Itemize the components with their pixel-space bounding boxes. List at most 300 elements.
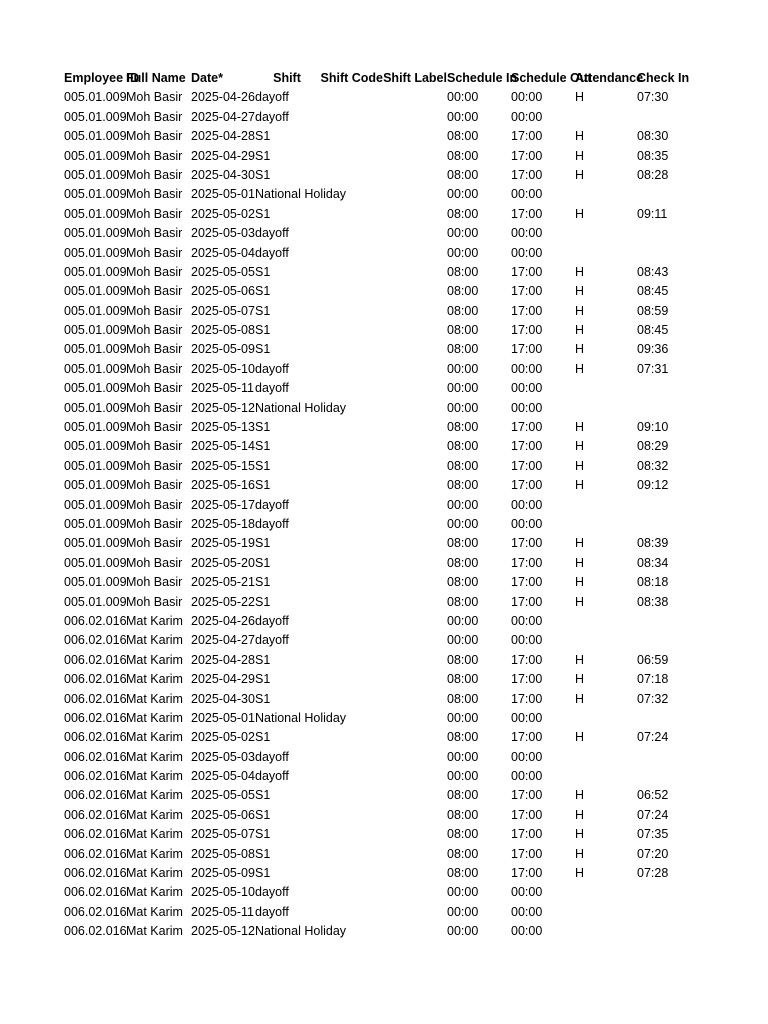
- cell-schedule-in[interactable]: 08:00: [447, 478, 479, 493]
- cell-schedule-in[interactable]: 08:00: [447, 730, 479, 745]
- cell-employee-id[interactable]: 005.01.009: [64, 109, 127, 124]
- cell-date[interactable]: 2025-05-18: [191, 516, 255, 531]
- cell-date[interactable]: 2025-05-01: [191, 710, 255, 725]
- cell-full-name[interactable]: Mat Karim: [126, 613, 183, 628]
- cell-full-name[interactable]: Mat Karim: [126, 672, 183, 687]
- cell-shift[interactable]: S1: [255, 807, 271, 822]
- cell-date[interactable]: 2025-05-09: [191, 342, 255, 357]
- cell-shift[interactable]: S1: [255, 439, 271, 454]
- cell-schedule-in[interactable]: 08:00: [447, 148, 479, 163]
- cell-full-name[interactable]: Moh Basir: [126, 129, 183, 144]
- cell-employee-id[interactable]: 005.01.009: [64, 439, 127, 454]
- cell-shift[interactable]: dayoff: [255, 381, 289, 396]
- cell-employee-id[interactable]: 006.02.016: [64, 633, 127, 648]
- cell-shift[interactable]: S1: [255, 536, 271, 551]
- cell-date[interactable]: 2025-05-02: [191, 730, 255, 745]
- cell-attendance[interactable]: H: [575, 264, 585, 279]
- cell-attendance[interactable]: H: [575, 555, 585, 570]
- cell-check-in[interactable]: 07:31: [637, 361, 669, 376]
- cell-shift[interactable]: dayoff: [255, 769, 289, 784]
- cell-employee-id[interactable]: 006.02.016: [64, 846, 127, 861]
- cell-full-name[interactable]: Mat Karim: [126, 633, 183, 648]
- cell-schedule-in[interactable]: 00:00: [447, 361, 479, 376]
- cell-attendance[interactable]: H: [575, 167, 585, 182]
- cell-employee-id[interactable]: 005.01.009: [64, 575, 127, 590]
- cell-check-in[interactable]: 08:45: [637, 284, 669, 299]
- cell-check-in[interactable]: 08:38: [637, 594, 669, 609]
- cell-date[interactable]: 2025-05-15: [191, 458, 255, 473]
- cell-full-name[interactable]: Moh Basir: [126, 458, 183, 473]
- cell-date[interactable]: 2025-05-07: [191, 303, 255, 318]
- cell-schedule-in[interactable]: 00:00: [447, 187, 479, 202]
- cell-schedule-in[interactable]: 08:00: [447, 420, 479, 435]
- cell-full-name[interactable]: Mat Karim: [126, 885, 183, 900]
- cell-employee-id[interactable]: 006.02.016: [64, 691, 127, 706]
- cell-employee-id[interactable]: 005.01.009: [64, 187, 127, 202]
- cell-shift[interactable]: S1: [255, 148, 271, 163]
- cell-employee-id[interactable]: 005.01.009: [64, 148, 127, 163]
- cell-schedule-in[interactable]: 00:00: [447, 904, 479, 919]
- cell-schedule-out[interactable]: 00:00: [511, 885, 543, 900]
- cell-date[interactable]: 2025-05-11: [191, 904, 255, 919]
- cell-schedule-out[interactable]: 00:00: [511, 633, 543, 648]
- cell-schedule-out[interactable]: 17:00: [511, 303, 543, 318]
- cell-employee-id[interactable]: 005.01.009: [64, 420, 127, 435]
- cell-check-in[interactable]: 07:35: [637, 827, 669, 842]
- cell-employee-id[interactable]: 005.01.009: [64, 381, 127, 396]
- cell-employee-id[interactable]: 005.01.009: [64, 303, 127, 318]
- cell-shift[interactable]: dayoff: [255, 613, 289, 628]
- cell-schedule-in[interactable]: 00:00: [447, 885, 479, 900]
- cell-schedule-out[interactable]: 00:00: [511, 400, 543, 415]
- cell-schedule-out[interactable]: 17:00: [511, 555, 543, 570]
- cell-date[interactable]: 2025-04-28: [191, 652, 255, 667]
- cell-schedule-in[interactable]: 08:00: [447, 303, 479, 318]
- cell-attendance[interactable]: H: [575, 148, 585, 163]
- cell-attendance[interactable]: H: [575, 90, 585, 105]
- cell-full-name[interactable]: Moh Basir: [126, 264, 183, 279]
- cell-schedule-out[interactable]: 00:00: [511, 710, 543, 725]
- cell-attendance[interactable]: H: [575, 536, 585, 551]
- header-shift[interactable]: Shift: [273, 71, 301, 85]
- cell-date[interactable]: 2025-04-27: [191, 109, 255, 124]
- cell-schedule-in[interactable]: 08:00: [447, 691, 479, 706]
- cell-attendance[interactable]: H: [575, 866, 585, 881]
- cell-shift[interactable]: S1: [255, 575, 271, 590]
- cell-schedule-out[interactable]: 00:00: [511, 187, 543, 202]
- cell-check-in[interactable]: 07:30: [637, 90, 669, 105]
- cell-shift[interactable]: National Holiday: [255, 710, 347, 725]
- cell-date[interactable]: 2025-05-01: [191, 187, 255, 202]
- cell-schedule-in[interactable]: 00:00: [447, 245, 479, 260]
- cell-schedule-in[interactable]: 00:00: [447, 633, 479, 648]
- cell-date[interactable]: 2025-05-22: [191, 594, 255, 609]
- cell-schedule-in[interactable]: 00:00: [447, 710, 479, 725]
- cell-employee-id[interactable]: 006.02.016: [64, 613, 127, 628]
- header-employee-id[interactable]: Employee ID: [64, 71, 140, 85]
- cell-schedule-out[interactable]: 00:00: [511, 769, 543, 784]
- cell-employee-id[interactable]: 005.01.009: [64, 245, 127, 260]
- cell-schedule-out[interactable]: 00:00: [511, 613, 543, 628]
- cell-full-name[interactable]: Mat Karim: [126, 710, 183, 725]
- cell-attendance[interactable]: H: [575, 342, 585, 357]
- cell-check-in[interactable]: 09:12: [637, 478, 669, 493]
- cell-schedule-in[interactable]: 08:00: [447, 846, 479, 861]
- cell-schedule-out[interactable]: 00:00: [511, 516, 543, 531]
- cell-check-in[interactable]: 07:24: [637, 730, 669, 745]
- cell-check-in[interactable]: 09:11: [637, 206, 668, 221]
- cell-schedule-in[interactable]: 08:00: [447, 652, 479, 667]
- cell-schedule-out[interactable]: 17:00: [511, 129, 543, 144]
- cell-employee-id[interactable]: 006.02.016: [64, 749, 127, 764]
- cell-date[interactable]: 2025-04-30: [191, 167, 255, 182]
- cell-date[interactable]: 2025-05-03: [191, 749, 255, 764]
- cell-shift[interactable]: dayoff: [255, 885, 289, 900]
- cell-employee-id[interactable]: 006.02.016: [64, 788, 127, 803]
- cell-check-in[interactable]: 08:59: [637, 303, 669, 318]
- cell-employee-id[interactable]: 006.02.016: [64, 730, 127, 745]
- cell-schedule-in[interactable]: 00:00: [447, 497, 479, 512]
- cell-shift[interactable]: dayoff: [255, 361, 289, 376]
- cell-schedule-out[interactable]: 00:00: [511, 497, 543, 512]
- cell-schedule-in[interactable]: 08:00: [447, 439, 479, 454]
- cell-schedule-in[interactable]: 00:00: [447, 769, 479, 784]
- cell-shift[interactable]: S1: [255, 129, 271, 144]
- cell-schedule-out[interactable]: 17:00: [511, 672, 543, 687]
- cell-date[interactable]: 2025-04-26: [191, 613, 255, 628]
- cell-attendance[interactable]: H: [575, 788, 585, 803]
- cell-employee-id[interactable]: 005.01.009: [64, 226, 127, 241]
- cell-full-name[interactable]: Mat Karim: [126, 866, 183, 881]
- cell-schedule-in[interactable]: 08:00: [447, 575, 479, 590]
- cell-shift[interactable]: S1: [255, 342, 271, 357]
- cell-shift[interactable]: dayoff: [255, 904, 289, 919]
- cell-employee-id[interactable]: 005.01.009: [64, 555, 127, 570]
- cell-check-in[interactable]: 06:59: [637, 652, 669, 667]
- cell-schedule-out[interactable]: 00:00: [511, 245, 543, 260]
- cell-date[interactable]: 2025-04-29: [191, 672, 255, 687]
- cell-full-name[interactable]: Moh Basir: [126, 226, 183, 241]
- cell-attendance[interactable]: H: [575, 303, 585, 318]
- cell-date[interactable]: 2025-05-04: [191, 769, 255, 784]
- cell-full-name[interactable]: Moh Basir: [126, 90, 183, 105]
- cell-date[interactable]: 2025-05-06: [191, 284, 255, 299]
- cell-employee-id[interactable]: 005.01.009: [64, 206, 127, 221]
- cell-schedule-in[interactable]: 00:00: [447, 613, 479, 628]
- cell-attendance[interactable]: H: [575, 730, 585, 745]
- cell-schedule-out[interactable]: 17:00: [511, 284, 543, 299]
- cell-date[interactable]: 2025-05-08: [191, 846, 255, 861]
- cell-date[interactable]: 2025-05-17: [191, 497, 255, 512]
- cell-shift[interactable]: dayoff: [255, 749, 289, 764]
- cell-shift[interactable]: S1: [255, 478, 271, 493]
- cell-schedule-in[interactable]: 08:00: [447, 866, 479, 881]
- cell-full-name[interactable]: Moh Basir: [126, 361, 183, 376]
- cell-employee-id[interactable]: 006.02.016: [64, 769, 127, 784]
- cell-shift[interactable]: S1: [255, 323, 271, 338]
- cell-employee-id[interactable]: 006.02.016: [64, 672, 127, 687]
- cell-employee-id[interactable]: 006.02.016: [64, 807, 127, 822]
- cell-schedule-out[interactable]: 17:00: [511, 264, 543, 279]
- cell-attendance[interactable]: H: [575, 361, 585, 376]
- cell-attendance[interactable]: H: [575, 129, 585, 144]
- cell-attendance[interactable]: H: [575, 594, 585, 609]
- cell-full-name[interactable]: Moh Basir: [126, 420, 183, 435]
- cell-date[interactable]: 2025-05-14: [191, 439, 255, 454]
- cell-date[interactable]: 2025-04-29: [191, 148, 255, 163]
- cell-attendance[interactable]: H: [575, 827, 585, 842]
- header-date[interactable]: Date*: [191, 71, 223, 85]
- cell-schedule-out[interactable]: 17:00: [511, 866, 543, 881]
- cell-schedule-out[interactable]: 00:00: [511, 226, 543, 241]
- cell-schedule-in[interactable]: 08:00: [447, 167, 479, 182]
- cell-schedule-out[interactable]: 17:00: [511, 730, 543, 745]
- cell-shift[interactable]: S1: [255, 303, 271, 318]
- cell-employee-id[interactable]: 005.01.009: [64, 167, 127, 182]
- cell-date[interactable]: 2025-05-05: [191, 788, 255, 803]
- cell-attendance[interactable]: H: [575, 284, 585, 299]
- cell-shift[interactable]: dayoff: [255, 90, 289, 105]
- cell-check-in[interactable]: 08:28: [637, 167, 669, 182]
- cell-schedule-out[interactable]: 17:00: [511, 807, 543, 822]
- cell-employee-id[interactable]: 005.01.009: [64, 361, 127, 376]
- cell-schedule-in[interactable]: 08:00: [447, 284, 479, 299]
- cell-schedule-out[interactable]: 17:00: [511, 342, 543, 357]
- cell-employee-id[interactable]: 005.01.009: [64, 264, 127, 279]
- cell-employee-id[interactable]: 006.02.016: [64, 885, 127, 900]
- cell-full-name[interactable]: Moh Basir: [126, 439, 183, 454]
- cell-schedule-out[interactable]: 00:00: [511, 381, 543, 396]
- cell-full-name[interactable]: Mat Karim: [126, 749, 183, 764]
- cell-shift[interactable]: S1: [255, 788, 271, 803]
- cell-schedule-out[interactable]: 17:00: [511, 148, 543, 163]
- cell-date[interactable]: 2025-05-16: [191, 478, 255, 493]
- cell-shift[interactable]: S1: [255, 420, 271, 435]
- cell-date[interactable]: 2025-05-12: [191, 400, 255, 415]
- cell-employee-id[interactable]: 006.02.016: [64, 827, 127, 842]
- cell-employee-id[interactable]: 006.02.016: [64, 904, 127, 919]
- cell-check-in[interactable]: 08:45: [637, 323, 669, 338]
- cell-full-name[interactable]: Moh Basir: [126, 575, 183, 590]
- cell-schedule-out[interactable]: 17:00: [511, 167, 543, 182]
- cell-schedule-in[interactable]: 08:00: [447, 458, 479, 473]
- cell-employee-id[interactable]: 006.02.016: [64, 924, 127, 939]
- cell-full-name[interactable]: Mat Karim: [126, 769, 183, 784]
- cell-date[interactable]: 2025-05-06: [191, 807, 255, 822]
- cell-employee-id[interactable]: 005.01.009: [64, 458, 127, 473]
- cell-full-name[interactable]: Moh Basir: [126, 536, 183, 551]
- cell-check-in[interactable]: 08:30: [637, 129, 669, 144]
- cell-date[interactable]: 2025-04-30: [191, 691, 255, 706]
- cell-schedule-out[interactable]: 17:00: [511, 536, 543, 551]
- cell-check-in[interactable]: 07:18: [637, 672, 669, 687]
- cell-schedule-out[interactable]: 17:00: [511, 846, 543, 861]
- cell-date[interactable]: 2025-05-10: [191, 361, 255, 376]
- cell-employee-id[interactable]: 005.01.009: [64, 323, 127, 338]
- cell-full-name[interactable]: Moh Basir: [126, 400, 183, 415]
- cell-full-name[interactable]: Moh Basir: [126, 497, 183, 512]
- cell-schedule-out[interactable]: 17:00: [511, 420, 543, 435]
- header-shift-code[interactable]: Shift Code: [320, 71, 383, 85]
- cell-schedule-out[interactable]: 17:00: [511, 827, 543, 842]
- cell-schedule-in[interactable]: 00:00: [447, 749, 479, 764]
- cell-shift[interactable]: dayoff: [255, 497, 289, 512]
- cell-schedule-in[interactable]: 00:00: [447, 516, 479, 531]
- cell-full-name[interactable]: Moh Basir: [126, 284, 183, 299]
- cell-schedule-out[interactable]: 17:00: [511, 788, 543, 803]
- cell-schedule-in[interactable]: 08:00: [447, 594, 479, 609]
- cell-full-name[interactable]: Moh Basir: [126, 323, 183, 338]
- cell-full-name[interactable]: Mat Karim: [126, 924, 183, 939]
- cell-full-name[interactable]: Mat Karim: [126, 730, 183, 745]
- header-schedule-out[interactable]: Schedule Out: [511, 71, 592, 85]
- cell-date[interactable]: 2025-05-19: [191, 536, 255, 551]
- cell-schedule-in[interactable]: 00:00: [447, 924, 479, 939]
- cell-shift[interactable]: dayoff: [255, 109, 289, 124]
- cell-shift[interactable]: dayoff: [255, 516, 289, 531]
- cell-full-name[interactable]: Mat Karim: [126, 652, 183, 667]
- cell-schedule-in[interactable]: 08:00: [447, 342, 479, 357]
- cell-full-name[interactable]: Moh Basir: [126, 303, 183, 318]
- cell-shift[interactable]: dayoff: [255, 226, 289, 241]
- cell-attendance[interactable]: H: [575, 575, 585, 590]
- cell-schedule-out[interactable]: 00:00: [511, 361, 543, 376]
- header-schedule-in[interactable]: Schedule In: [447, 71, 518, 85]
- cell-full-name[interactable]: Moh Basir: [126, 555, 183, 570]
- cell-attendance[interactable]: H: [575, 846, 585, 861]
- cell-attendance[interactable]: H: [575, 691, 585, 706]
- cell-attendance[interactable]: H: [575, 323, 585, 338]
- cell-full-name[interactable]: Mat Karim: [126, 691, 183, 706]
- cell-full-name[interactable]: Moh Basir: [126, 342, 183, 357]
- cell-schedule-out[interactable]: 17:00: [511, 323, 543, 338]
- cell-date[interactable]: 2025-04-26: [191, 90, 255, 105]
- cell-check-in[interactable]: 08:18: [637, 575, 669, 590]
- cell-attendance[interactable]: H: [575, 807, 585, 822]
- cell-shift[interactable]: National Holiday: [255, 924, 347, 939]
- cell-date[interactable]: 2025-04-27: [191, 633, 255, 648]
- cell-employee-id[interactable]: 006.02.016: [64, 866, 127, 881]
- cell-full-name[interactable]: Moh Basir: [126, 594, 183, 609]
- cell-check-in[interactable]: 08:35: [637, 148, 669, 163]
- cell-shift[interactable]: dayoff: [255, 245, 289, 260]
- cell-schedule-out[interactable]: 17:00: [511, 652, 543, 667]
- cell-employee-id[interactable]: 005.01.009: [64, 516, 127, 531]
- cell-employee-id[interactable]: 006.02.016: [64, 652, 127, 667]
- cell-schedule-out[interactable]: 17:00: [511, 575, 543, 590]
- cell-schedule-out[interactable]: 00:00: [511, 109, 543, 124]
- cell-attendance[interactable]: H: [575, 672, 585, 687]
- cell-employee-id[interactable]: 005.01.009: [64, 129, 127, 144]
- cell-schedule-out[interactable]: 00:00: [511, 924, 543, 939]
- cell-employee-id[interactable]: 005.01.009: [64, 90, 127, 105]
- cell-schedule-in[interactable]: 00:00: [447, 381, 479, 396]
- cell-check-in[interactable]: 09:36: [637, 342, 669, 357]
- cell-date[interactable]: 2025-05-03: [191, 226, 255, 241]
- cell-date[interactable]: 2025-05-07: [191, 827, 255, 842]
- cell-schedule-out[interactable]: 17:00: [511, 439, 543, 454]
- cell-date[interactable]: 2025-05-11: [191, 381, 255, 396]
- cell-schedule-in[interactable]: 08:00: [447, 129, 479, 144]
- cell-full-name[interactable]: Moh Basir: [126, 167, 183, 182]
- cell-schedule-in[interactable]: 08:00: [447, 264, 479, 279]
- cell-full-name[interactable]: Moh Basir: [126, 478, 183, 493]
- cell-schedule-out[interactable]: 00:00: [511, 90, 543, 105]
- cell-schedule-out[interactable]: 17:00: [511, 206, 543, 221]
- cell-check-in[interactable]: 08:29: [637, 439, 669, 454]
- cell-schedule-out[interactable]: 00:00: [511, 904, 543, 919]
- cell-full-name[interactable]: Mat Karim: [126, 904, 183, 919]
- cell-full-name[interactable]: Mat Karim: [126, 827, 183, 842]
- cell-attendance[interactable]: H: [575, 206, 585, 221]
- cell-full-name[interactable]: Moh Basir: [126, 245, 183, 260]
- cell-full-name[interactable]: Moh Basir: [126, 206, 183, 221]
- cell-full-name[interactable]: Moh Basir: [126, 109, 183, 124]
- cell-shift[interactable]: S1: [255, 555, 271, 570]
- cell-attendance[interactable]: H: [575, 478, 585, 493]
- cell-schedule-in[interactable]: 08:00: [447, 555, 479, 570]
- cell-schedule-in[interactable]: 00:00: [447, 226, 479, 241]
- cell-check-in[interactable]: 07:28: [637, 866, 669, 881]
- cell-date[interactable]: 2025-04-28: [191, 129, 255, 144]
- cell-shift[interactable]: S1: [255, 284, 271, 299]
- cell-shift[interactable]: S1: [255, 866, 271, 881]
- cell-shift[interactable]: S1: [255, 458, 271, 473]
- cell-full-name[interactable]: Mat Karim: [126, 846, 183, 861]
- cell-check-in[interactable]: 08:32: [637, 458, 669, 473]
- cell-date[interactable]: 2025-05-08: [191, 323, 255, 338]
- cell-shift[interactable]: S1: [255, 206, 271, 221]
- cell-schedule-in[interactable]: 00:00: [447, 400, 479, 415]
- cell-full-name[interactable]: Moh Basir: [126, 187, 183, 202]
- cell-employee-id[interactable]: 005.01.009: [64, 342, 127, 357]
- cell-check-in[interactable]: 09:10: [637, 420, 669, 435]
- cell-check-in[interactable]: 07:32: [637, 691, 669, 706]
- cell-schedule-in[interactable]: 00:00: [447, 90, 479, 105]
- cell-check-in[interactable]: 08:34: [637, 555, 669, 570]
- cell-date[interactable]: 2025-05-10: [191, 885, 255, 900]
- cell-shift[interactable]: S1: [255, 594, 271, 609]
- cell-employee-id[interactable]: 005.01.009: [64, 478, 127, 493]
- cell-check-in[interactable]: 07:20: [637, 846, 669, 861]
- cell-full-name[interactable]: Mat Karim: [126, 807, 183, 822]
- cell-schedule-in[interactable]: 08:00: [447, 323, 479, 338]
- cell-date[interactable]: 2025-05-21: [191, 575, 255, 590]
- cell-shift[interactable]: S1: [255, 672, 271, 687]
- cell-schedule-out[interactable]: 17:00: [511, 594, 543, 609]
- cell-attendance[interactable]: H: [575, 439, 585, 454]
- cell-check-in[interactable]: 08:39: [637, 536, 669, 551]
- cell-attendance[interactable]: H: [575, 420, 585, 435]
- cell-schedule-in[interactable]: 08:00: [447, 536, 479, 551]
- cell-employee-id[interactable]: 006.02.016: [64, 710, 127, 725]
- cell-shift[interactable]: S1: [255, 652, 271, 667]
- cell-shift[interactable]: S1: [255, 846, 271, 861]
- cell-attendance[interactable]: H: [575, 652, 585, 667]
- cell-schedule-out[interactable]: 17:00: [511, 478, 543, 493]
- cell-shift[interactable]: S1: [255, 827, 271, 842]
- cell-date[interactable]: 2025-05-20: [191, 555, 255, 570]
- cell-shift[interactable]: S1: [255, 730, 271, 745]
- cell-schedule-out[interactable]: 00:00: [511, 749, 543, 764]
- cell-date[interactable]: 2025-05-09: [191, 866, 255, 881]
- cell-employee-id[interactable]: 005.01.009: [64, 536, 127, 551]
- cell-date[interactable]: 2025-05-12: [191, 924, 255, 939]
- cell-attendance[interactable]: H: [575, 458, 585, 473]
- cell-shift[interactable]: S1: [255, 691, 271, 706]
- cell-employee-id[interactable]: 005.01.009: [64, 284, 127, 299]
- cell-shift[interactable]: National Holiday: [255, 400, 347, 415]
